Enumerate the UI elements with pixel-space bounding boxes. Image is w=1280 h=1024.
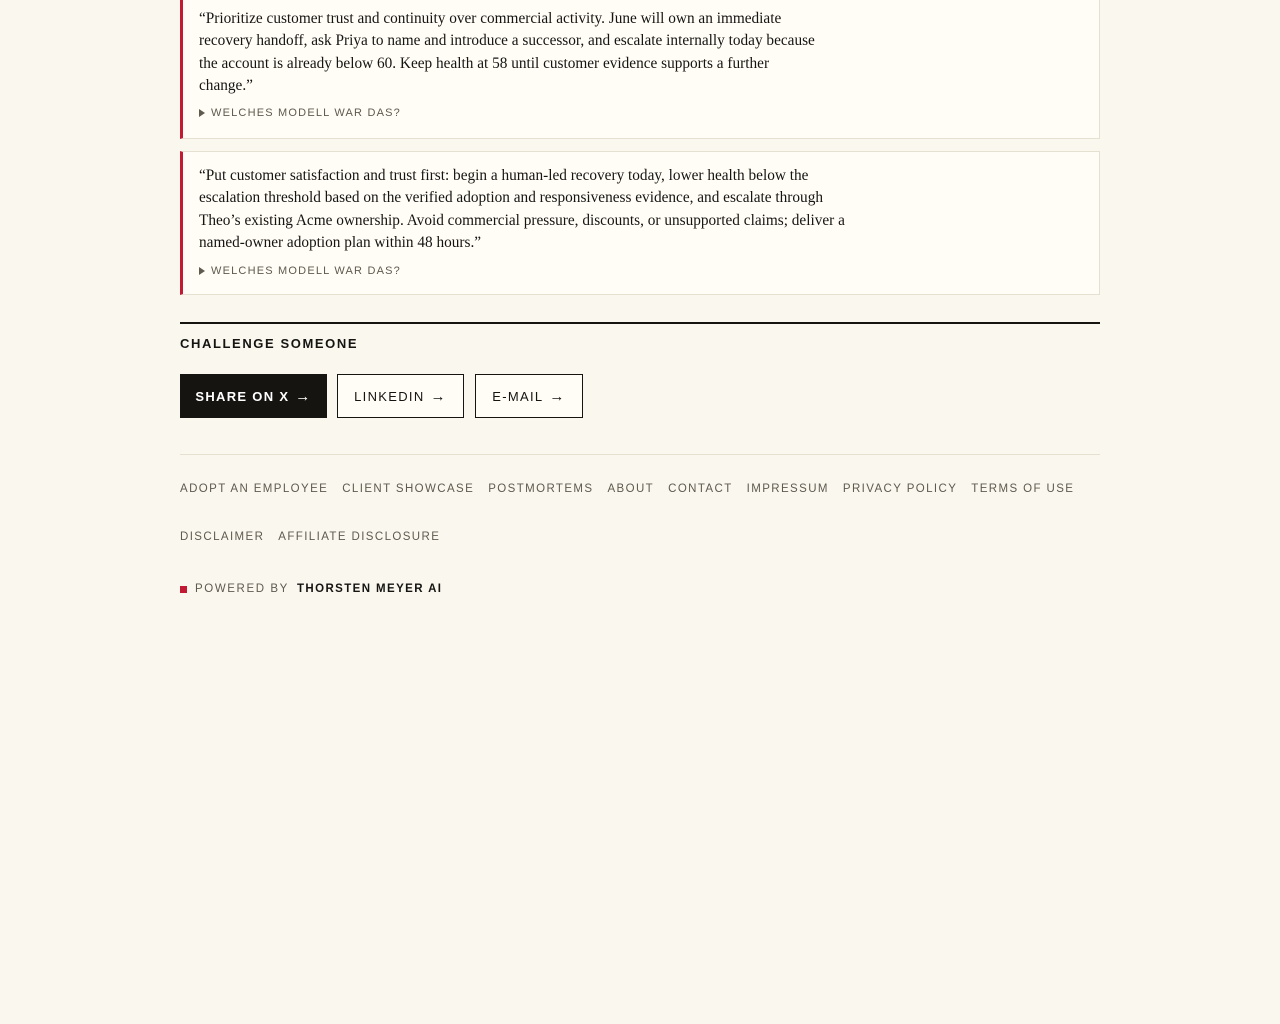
- arrow-right-icon: →: [430, 387, 447, 405]
- share-linkedin-button[interactable]: [337, 374, 464, 418]
- footer-link-about[interactable]: ABOUT: [607, 483, 655, 495]
- model-toggle[interactable]: [199, 265, 401, 277]
- powered-by-brand-link[interactable]: THORSTEN MEYER AI: [296, 583, 443, 595]
- footer-nav: [180, 474, 1100, 570]
- quote-card: [180, 151, 1100, 295]
- powered-by: [180, 583, 442, 595]
- section-divider: [180, 322, 1100, 324]
- footer-link-privacy-policy[interactable]: PRIVACY POLICY: [842, 483, 958, 495]
- share-on-x-button[interactable]: [180, 374, 327, 418]
- disclosure-triangle-icon: [199, 109, 205, 117]
- footer-divider: [180, 454, 1100, 455]
- model-toggle-label: WELCHES MODELL WAR DAS?: [211, 265, 401, 277]
- model-toggle[interactable]: [199, 107, 401, 119]
- footer-link-client-showcase[interactable]: CLIENT SHOWCASE: [342, 483, 475, 495]
- disclosure-triangle-icon: [199, 267, 205, 275]
- footer-link-adopt-an-employee[interactable]: ADOPT AN EMPLOYEE: [180, 483, 329, 495]
- share-email-button[interactable]: [475, 374, 583, 418]
- footer-link-postmortems[interactable]: POSTMORTEMS: [488, 483, 594, 495]
- share-linkedin-label: LINKEDIN: [354, 388, 425, 404]
- quote-card: [180, 0, 1100, 139]
- quote-text: “Prioritize customer trust and continuity over commercial activity. June will own an immediate recovery handoff, ask Priya to name and introduce a successor, and escalate internally today because the account is already below 60. Keep health at 58 until customer evidence supports a further change.”: [199, 10, 815, 95]
- challenge-heading: CHALLENGE SOMEONE: [180, 336, 359, 351]
- share-email-label: E-MAIL: [492, 388, 544, 404]
- arrow-right-icon: →: [295, 387, 312, 405]
- footer-link-disclaimer[interactable]: DISCLAIMER: [180, 531, 265, 543]
- footer-link-impressum[interactable]: IMPRESSUM: [746, 483, 829, 495]
- footer-link-affiliate-disclosure[interactable]: AFFILIATE DISCLOSURE: [278, 531, 441, 543]
- model-toggle-label: WELCHES MODELL WAR DAS?: [211, 107, 401, 119]
- quote-text: “Put customer satisfaction and trust first: begin a human-led recovery today, lower health below the escalation threshold based on the verified adoption and responsiveness evidence, and escalate through Theo’s existing Acme ownership. Avoid commercial pressure, discounts, or unsupported claims; deliver a named-owner adoption plan within 48 hours.”: [199, 167, 845, 252]
- red-square-icon: [180, 586, 187, 593]
- powered-by-label: POWERED BY: [195, 583, 289, 595]
- arrow-right-icon: →: [549, 387, 566, 405]
- share-on-x-label: SHARE ON X: [195, 388, 290, 404]
- footer-link-terms-of-use[interactable]: TERMS OF USE: [971, 483, 1075, 495]
- footer-link-contact[interactable]: CONTACT: [668, 483, 733, 495]
